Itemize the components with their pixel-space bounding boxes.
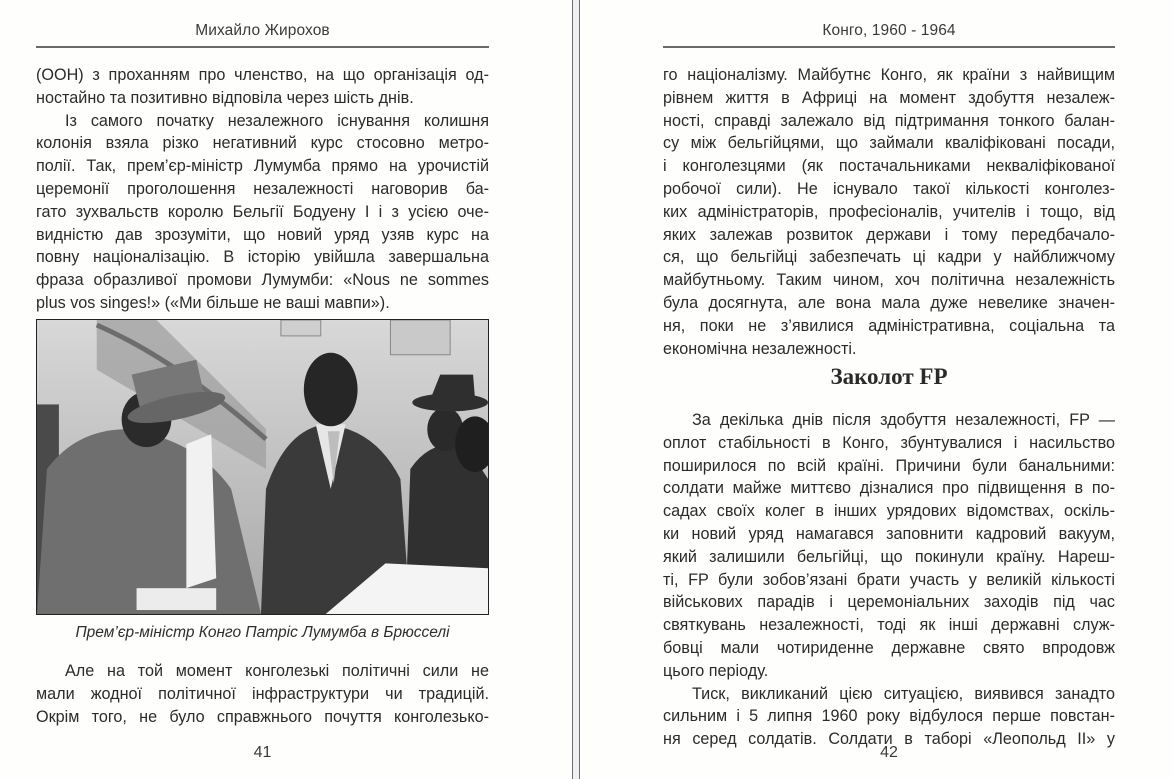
- text-line: оплот стабільності в Конго, збунтувалися і насильство: [663, 433, 1115, 452]
- text-line: Окрім того, не було справжнього почуття конголезько-: [36, 707, 489, 726]
- lumumba-photo: [36, 319, 489, 615]
- text-line: ся, що бельгійці забезпечать ці кадри у найближчому: [663, 248, 1115, 267]
- right-body-text-top: [663, 64, 1115, 360]
- text-line: За декілька днів після здобуття незалежності, FP —: [692, 411, 1115, 429]
- text-line: цього періоду.: [663, 661, 769, 680]
- text-line: святкувань незалежності, тоді як інші державні служ-: [663, 616, 1115, 635]
- text-line: ких адміністраторів, професіоналів, учителів і тощо, від: [663, 202, 1115, 221]
- text-line: plus vos singes!» («Ми більше не ваші мавпи»).: [36, 293, 390, 312]
- text-line: ті, FP були зобов’язані брати участь у великій кількості: [663, 570, 1115, 589]
- text-line: го націоналізму. Майбутнє Конго, як країни з найвищим: [663, 66, 1115, 84]
- text-line: Тиск, викликаний цією ситуацією, виявився занадто: [692, 684, 1115, 703]
- left-body-text-bottom: [36, 660, 489, 728]
- text-line: робочої сили). Не існувало такої кількості конголез-: [663, 179, 1115, 198]
- text-line: Але на той момент конголезькі політичні сили не: [65, 662, 489, 680]
- header-rule: [663, 46, 1115, 48]
- book-spine-gutter: [572, 0, 580, 779]
- text-line: була досягнута, але вона мала дуже невелике значен-: [663, 293, 1115, 312]
- text-line: церемонії проголошення незалежності наговорив ба-: [36, 179, 489, 198]
- text-line: фраза образливої промови Лумумби: «Nous ne sommes: [36, 271, 489, 290]
- text-line: су між бельгійцями, що займали кваліфіковані посади,: [663, 134, 1115, 153]
- section-heading: Заколот FP: [830, 364, 948, 389]
- text-line: і конголезцями (як постачальниками некваліфікованої: [663, 157, 1115, 176]
- text-line: ня, поки не з’явилися адміністративна, соціальна та: [663, 316, 1115, 335]
- header-rule: [36, 46, 489, 48]
- photo-caption: Прем’єр-міністр Конго Патріс Лумумба в Брюсселі: [75, 624, 450, 641]
- text-line: Із самого початку незалежного існування колишня: [65, 111, 489, 130]
- photo-illustration: [37, 320, 488, 614]
- right-page: [580, 0, 1173, 779]
- text-line: сильним і 5 липня 1960 року відбулося перше повстан-: [663, 707, 1115, 726]
- text-line: рівнем життя в Африці на момент здобуття незалеж-: [663, 88, 1115, 107]
- text-line: гато зухвальств королю Бельгії Бодуену I і з усією оче-: [36, 202, 489, 221]
- page-number: 41: [253, 744, 272, 761]
- text-line: колонія взяла різко негативний курс стосовно метро-: [36, 134, 489, 153]
- text-line: садах своїх колег в інших урядових відомствах, оскіль-: [663, 502, 1115, 521]
- text-line: ностайно та позитивно відповіла через шість днів.: [36, 88, 414, 107]
- running-head-author: Михайло Жирохов: [195, 22, 330, 39]
- text-line: ності, справді залежало від підтримання тонкого балан-: [663, 111, 1115, 130]
- text-line: військових парадів і церемоніальних заходів під час: [663, 593, 1115, 612]
- text-line: майбутньому. Таким чином, хоч політична незалежність: [663, 271, 1115, 290]
- text-line: ки новий уряд намагався заповнити кадровий вакуум,: [663, 524, 1115, 543]
- text-line: полії. Так, прем’єр-міністр Лумумба прямо на урочистій: [36, 157, 489, 176]
- text-line: солдати майже миттєво дізналися про підвищення в по-: [663, 479, 1115, 498]
- left-page: [0, 0, 572, 779]
- text-line: (ООН) з проханням про членство, на що організація од-: [36, 66, 489, 84]
- text-line: ня серед солдатів. Солдати в таборі «Леопольд II» у: [663, 730, 1115, 749]
- text-line: повну націоналізацію. В історію увійшла завершальна: [36, 248, 489, 267]
- text-line: бовці мали чотириденне державне свято впродовж: [663, 638, 1115, 657]
- running-head-title: Конго, 1960 - 1964: [822, 22, 956, 39]
- text-line: економічна незалежності.: [663, 339, 857, 358]
- text-line: поширилося по всій країні. Причини були банальними:: [663, 456, 1115, 475]
- left-body-text-top: [36, 64, 489, 315]
- page-number: 42: [880, 744, 898, 761]
- text-line: видністю дав зрозуміти, що новий уряд узяв курс на: [36, 225, 489, 244]
- text-line: який залишили бельгійці, що покинули країну. Нареш-: [663, 547, 1115, 566]
- text-line: мали жодної політичної інфраструктури чи традицій.: [36, 684, 489, 703]
- right-body-text-bottom: [663, 409, 1115, 751]
- text-line: яких залежав розвиток держави і тому передбачало-: [663, 225, 1115, 244]
